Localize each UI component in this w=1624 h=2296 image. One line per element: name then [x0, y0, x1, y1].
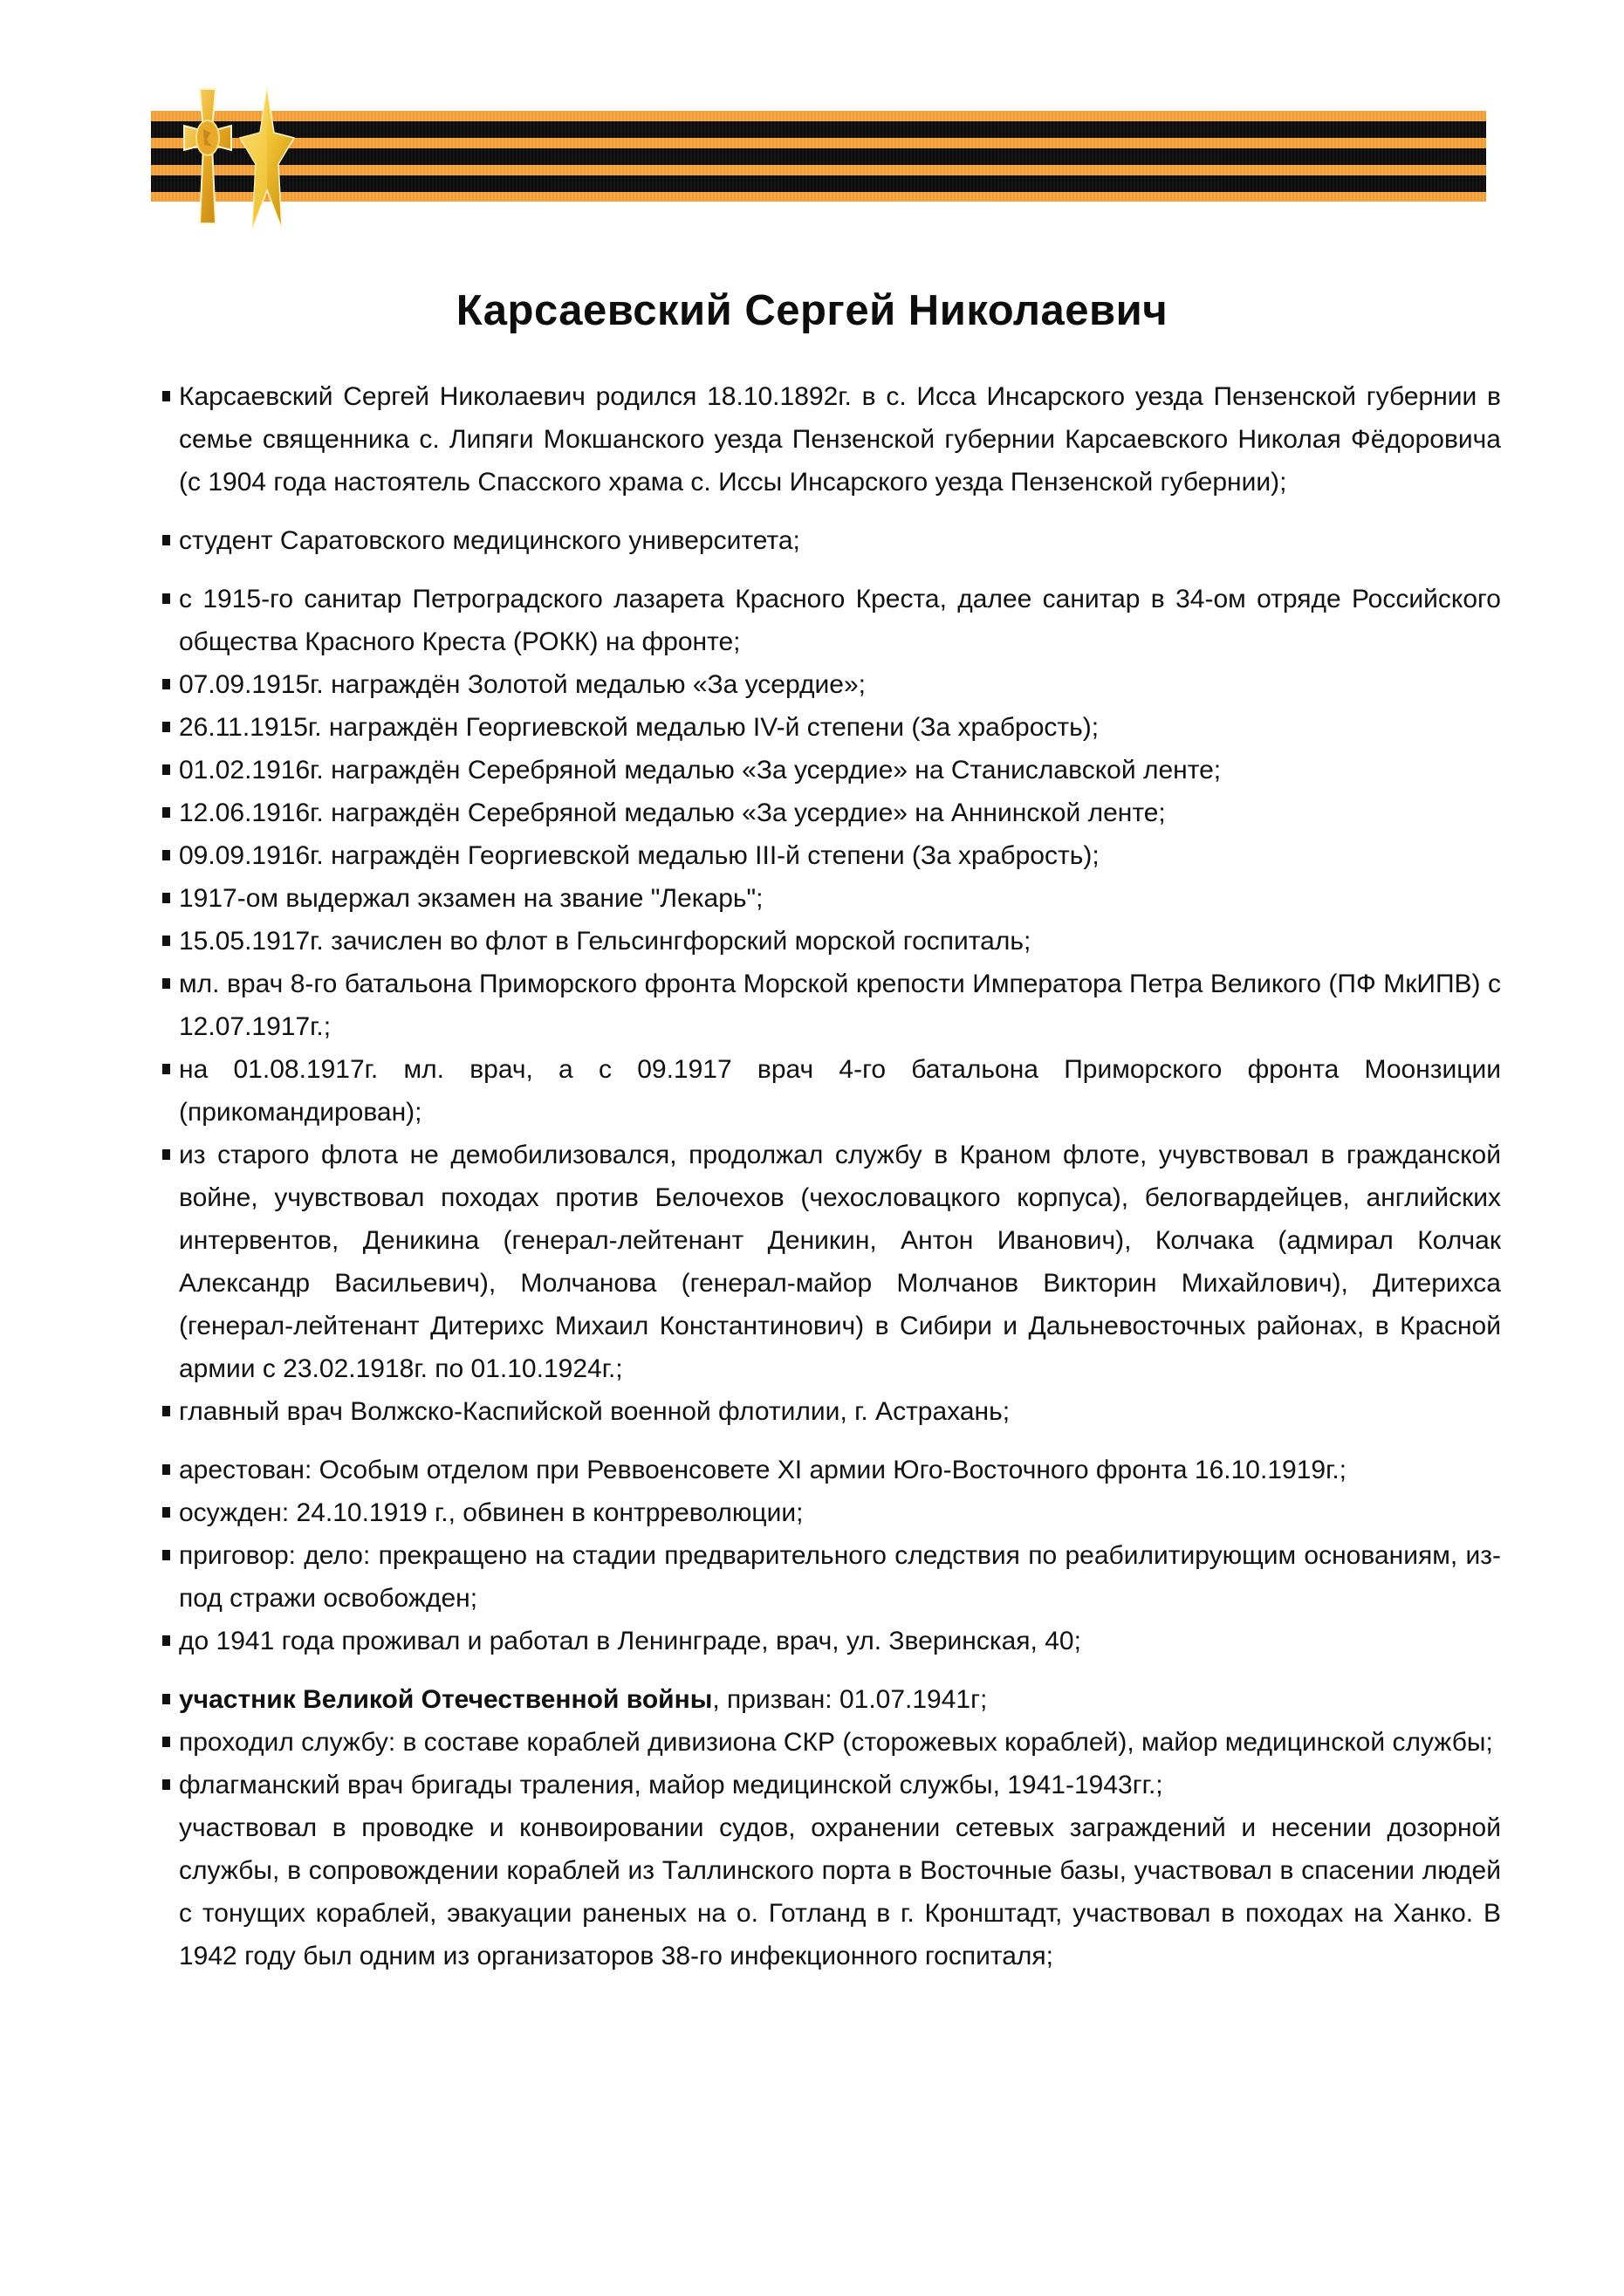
bullet-icon	[162, 679, 170, 689]
list-item: арестован: Особым отделом при Реввоенсовете XI армии Юго-Восточного фронта 16.10.1919г.;	[179, 1449, 1501, 1491]
page-title: Карсаевский Сергей Николаевич	[456, 287, 1168, 334]
list-item: 09.09.1916г. награждён Георгиевской медалью III-й степени (За храбрость);	[179, 834, 1501, 877]
list-item: студент Саратовского медицинского университета;	[179, 519, 1501, 562]
st-george-ribbon	[151, 111, 1486, 202]
list-item: 01.02.1916г. награждён Серебряной медалью «За усердие» на Станиславской ленте;	[179, 749, 1501, 792]
bullet-icon	[162, 978, 170, 989]
list-item: до 1941 года проживал и работал в Ленинграде, врач, ул. Зверинская, 40;	[179, 1620, 1501, 1662]
header-banner	[151, 87, 1486, 236]
bullet-icon	[162, 722, 170, 732]
list-item: проходил службу: в составе кораблей дивизиона СКР (сторожевых кораблей), майор медицинской службы;	[179, 1721, 1501, 1764]
list-item: 12.06.1916г. награждён Серебряной медалью «За усердие» на Аннинской ленте;	[179, 792, 1501, 834]
bullet-icon	[162, 1779, 170, 1790]
bullet-icon	[162, 535, 170, 545]
list-item: 1917-ом выдержал экзамен на звание "Лекарь";	[179, 877, 1501, 920]
list-item: 07.09.1915г. награждён Золотой медалью «За усердие»;	[179, 663, 1501, 706]
list-item: главный врач Волжско-Каспийской военной флотилии, г. Астрахань;	[179, 1390, 1501, 1433]
list-item: флагманский врач бригады траления, майор медицинской службы, 1941-1943гг.;	[179, 1764, 1501, 1806]
list-item: из старого флота не демобилизовался, продолжал службу в Краном флоте, учувствовал в гражданской войне, учувствовал походах против Белочехов (чехословацкого корпуса), белогвардейцев, английских интервентов, Деникина (генерал-лейтенант Деникин, Антон Иванович), Колчака (адмирал Колчак Александр Васильевич), Молчанова (генерал-майор Молчанов Викторин Михайлович), Дитерихса (генерал-лейтенант Дитерихс Михаил Константинович) в Сибири и Дальневосточных районах, в Красной армии с 23.02.1918г. по 01.10.1924г.;	[179, 1134, 1501, 1390]
wwii-participant-label: участник Великой Отечественной войны	[179, 1685, 713, 1714]
list-item: с 1915-го санитар Петроградского лазарета Красного Креста, далее санитар в 34-ом отряде Российского общества Красного Креста (РОКК) на фронте;	[179, 578, 1501, 663]
bullet-icon	[162, 391, 170, 401]
bullet-icon	[162, 1406, 170, 1416]
bullet-icon	[162, 1694, 170, 1704]
bullet-icon	[162, 1737, 170, 1747]
bullet-icon	[162, 850, 170, 860]
biography-list	[179, 375, 1501, 1977]
gold-star-icon	[238, 87, 296, 231]
bullet-icon	[162, 593, 170, 604]
bullet-icon	[162, 764, 170, 775]
list-item: Карсаевский Сергей Николаевич родился 18.10.1892г. в с. Исса Инсарского уезда Пензенской губернии в семье священника с. Липяги Мокшанского уезда Пензенской губернии Карсаевского Николая Фёдоровича (с 1904 года настоятель Спасского храма с. Иссы Инсарского уезда Пензенской губернии);	[179, 375, 1501, 504]
list-item: 15.05.1917г. зачислен во флот в Гельсингфорский морской госпиталь;	[179, 920, 1501, 963]
list-item: приговор: дело: прекращено на стадии предварительного следствия по реабилитирующим основаниям, из-под стражи освобожден;	[179, 1534, 1501, 1620]
bullet-icon	[162, 1149, 170, 1160]
bullet-icon	[162, 1064, 170, 1074]
bullet-icon	[162, 1550, 170, 1560]
list-item: участник Великой Отечественной войны, призван: 01.07.1941г;	[179, 1678, 1501, 1721]
bullet-icon	[162, 893, 170, 903]
list-item: на 01.08.1917г. мл. врач, а с 09.1917 врач 4-го батальона Приморского фронта Моонзиции (прикомандирован);	[179, 1048, 1501, 1134]
list-item: мл. врач 8-го батальона Приморского фронта Морской крепости Императора Петра Великого (ПФ МкИПВ) с 12.07.1917г.;	[179, 963, 1501, 1048]
bullet-icon	[162, 1635, 170, 1646]
bullet-icon	[162, 936, 170, 946]
list-item: осужден: 24.10.1919 г., обвинен в контрреволюции;	[179, 1491, 1501, 1534]
bullet-icon	[162, 1507, 170, 1518]
list-item: 26.11.1915г. награждён Георгиевской медалью IV-й степени (За храбрость);	[179, 706, 1501, 749]
st-george-cross-icon	[181, 87, 235, 227]
bullet-icon	[162, 807, 170, 818]
bullet-icon	[162, 1464, 170, 1475]
list-item-continuation: участвовал в проводке и конвоировании судов, охранении сетевых заграждений и несении дозорной службы, в сопровождении кораблей из Таллинского порта в Восточные базы, участвовал в спасении людей с тонущих кораблей, эвакуации раненых на о. Готланд в г. Кронштадт, участвовал в походах на Ханко. В 1942 году был одним из организаторов 38-го инфекционного госпиталя;	[179, 1813, 1501, 1970]
